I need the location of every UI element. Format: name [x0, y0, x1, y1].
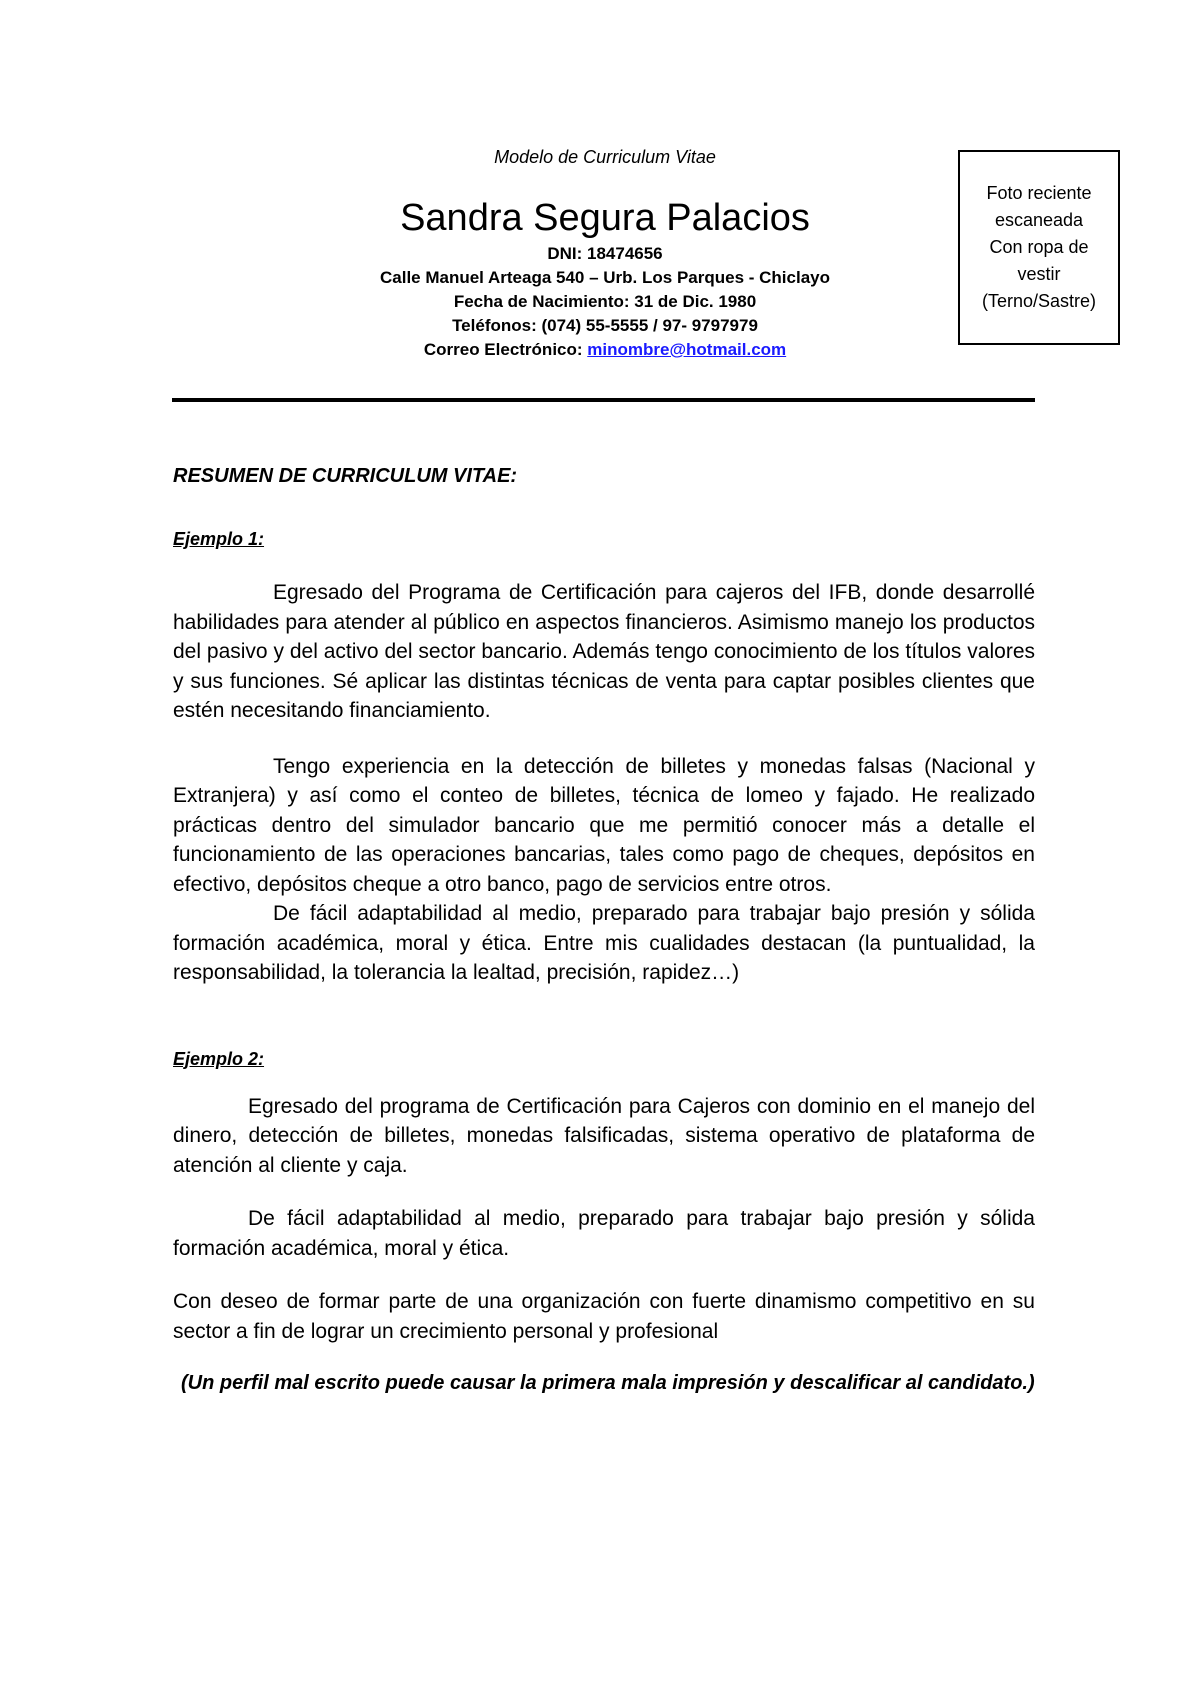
- document-subtitle: Modelo de Curriculum Vitae: [494, 147, 716, 167]
- photo-line: (Terno/Sastre): [981, 291, 1097, 311]
- email-line: [300, 338, 910, 362]
- header-divider: [172, 398, 1035, 402]
- email-link[interactable]: minombre@hotmail.com: [587, 340, 787, 359]
- summary-section: [173, 462, 1035, 1398]
- example-2-paragraph-2: De fácil adaptabilidad al medio, preparado para trabajar bajo presión y sólida formación académica, moral y ética.: [173, 1207, 1035, 1260]
- photo-placeholder: [958, 150, 1120, 345]
- dni-line: DNI: 18474656: [547, 244, 663, 263]
- cv-header: [300, 144, 910, 362]
- example-1-paragraph-3: De fácil adaptabilidad al medio, preparado para trabajar bajo presión y sólida formación académica, moral y ética. Entre mis cualidades destacan (la puntualidad, la responsabilidad, la tolerancia la lealtad, precisión, rapidez…): [173, 902, 1035, 984]
- email-label: Correo Electrónico:: [423, 340, 588, 359]
- profile-note: (Un perfil mal escrito puede causar la primera mala impresión y descalificar al candidato.): [181, 1372, 1035, 1394]
- example-1-label: Ejemplo 1:: [173, 529, 265, 549]
- photo-line: Foto reciente: [986, 183, 1092, 203]
- example-2-paragraph-3: Con deseo de formar parte de una organización con fuerte dinamismo competitivo en su sector a fin de lograr un crecimiento personal y profesional: [173, 1290, 1035, 1343]
- photo-line: Con ropa de: [989, 237, 1089, 257]
- photo-line: vestir: [1017, 264, 1061, 284]
- photo-line: escaneada: [994, 210, 1084, 230]
- summary-title: RESUMEN DE CURRICULUM VITAE:: [173, 465, 518, 487]
- photo-placeholder-text: [982, 180, 1096, 315]
- example-2-paragraph-1: Egresado del programa de Certificación para Cajeros con dominio en el manejo del dinero, detección de billetes, monedas falsificadas, sistema operativo de plataforma de atención al cliente y caja.: [173, 1094, 1035, 1177]
- birthdate-line: Fecha de Nacimiento: 31 de Dic. 1980: [453, 292, 757, 311]
- example-1-paragraph-2: Tengo experiencia en la detección de billetes y monedas falsas (Nacional y Extranjera) y así como el conteo de billetes, técnica de lomeo y fajado. He realizado prácticas dentro del simulador bancario que me permitió conocer más a detalle el funcionamiento de las operaciones bancarias, tales como pago de cheques, depósitos en efectivo, depósitos cheque a otro banco, pago de servicios entre otros.: [173, 754, 1035, 896]
- address-line: Calle Manuel Arteaga 540 – Urb. Los Parques - Chiclayo: [379, 268, 831, 287]
- example-1-paragraph-1: Egresado del Programa de Certificación para cajeros del IFB, donde desarrollé habilidades para atender al público en aspectos financieros. Asimismo manejo los productos del pasivo y del activo del sector bancario. Además tengo conocimiento de los títulos valores y sus funciones. Sé aplicar las distintas técnicas de venta para captar posibles clientes que estén necesitando financiamiento.: [173, 581, 1035, 722]
- phones-line: Teléfonos: (074) 55-5555 / 97- 9797979: [452, 316, 758, 335]
- example-2-label: Ejemplo 2:: [173, 1048, 265, 1069]
- candidate-name: Sandra Segura Palacios: [400, 197, 810, 239]
